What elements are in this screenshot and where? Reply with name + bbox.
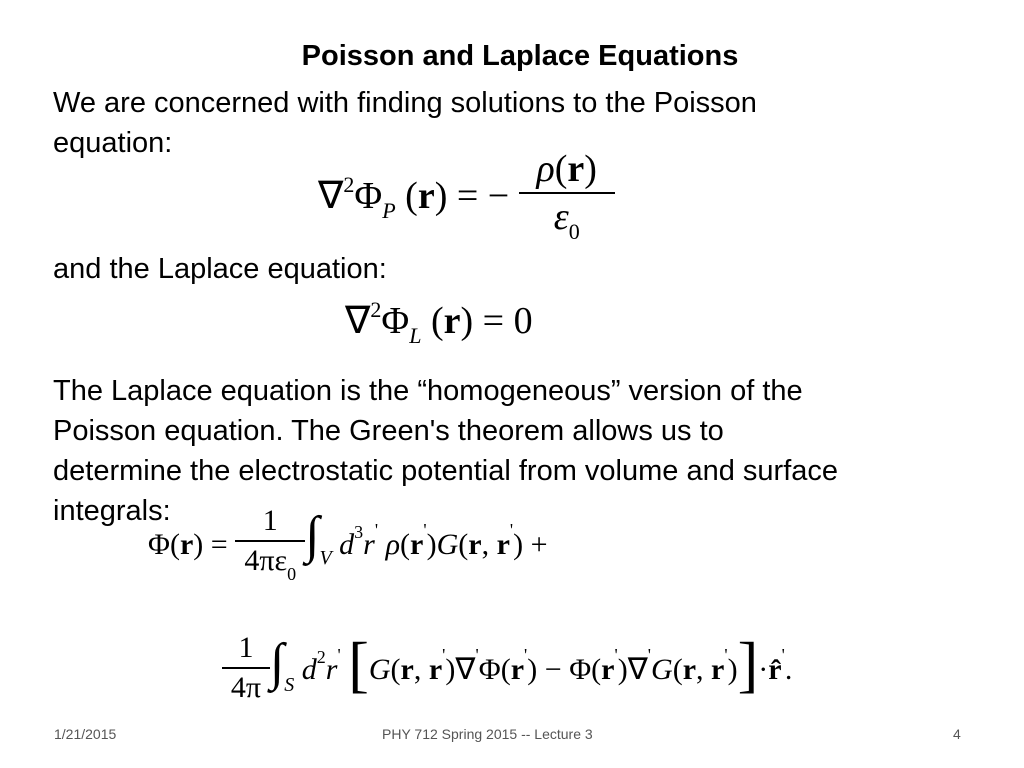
poisson-fraction: $\frac{\rho(r)}{\varepsilon_0}$ <box>519 150 615 236</box>
body-line-1: The Laplace equation is the “homogeneous” version of the <box>53 375 803 407</box>
integral-symbol: ∫ <box>270 634 285 691</box>
phi-symbol: Φ <box>354 174 383 217</box>
nabla-symbol: ∇ <box>318 174 344 217</box>
footer-page-number: 4 <box>953 726 961 742</box>
footer-date: 1/21/2015 <box>54 726 117 742</box>
footer-course: PHY 712 Spring 2015 -- Lecture 3 <box>382 726 593 742</box>
nabla-symbol: ∇ <box>345 300 371 342</box>
poisson-equation: $\nabla^2\Phi_P$ (r) = − $\frac{\rho(r)}{\varepsilon_0}$ <box>318 150 615 236</box>
green-volume-equation: Φ(r) = $\frac{1}{4\pi\varepsilon_0}$ $\int_V$ $d^3r'$ ρ(r')G(r, r') + <box>148 504 548 585</box>
laplace-equation: $\nabla^2\Phi_L$ (r) = 0 <box>345 297 533 348</box>
green-surface-equation: $\frac{1}{4\pi}$ $\int_S$ $d^2r'$ [G(r, r')∇'Φ(r') − Φ(r')∇'G(r, r')]·r̂'. <box>222 624 792 703</box>
integral-symbol: ∫ <box>305 507 320 564</box>
intro-line-2: equation: <box>53 127 173 159</box>
slide-title: Poisson and Laplace Equations <box>301 40 739 72</box>
laplace-intro: and the Laplace equation: <box>53 253 387 285</box>
body-line-4: integrals: <box>53 495 171 527</box>
body-line-3: determine the electrostatic potential from volume and surface <box>53 455 839 487</box>
intro-line-1: We are concerned with finding solutions to the Poisson <box>53 87 757 119</box>
phi-symbol: Φ <box>381 300 410 342</box>
body-line-2: Poisson equation. The Green's theorem allows us to <box>53 415 724 447</box>
